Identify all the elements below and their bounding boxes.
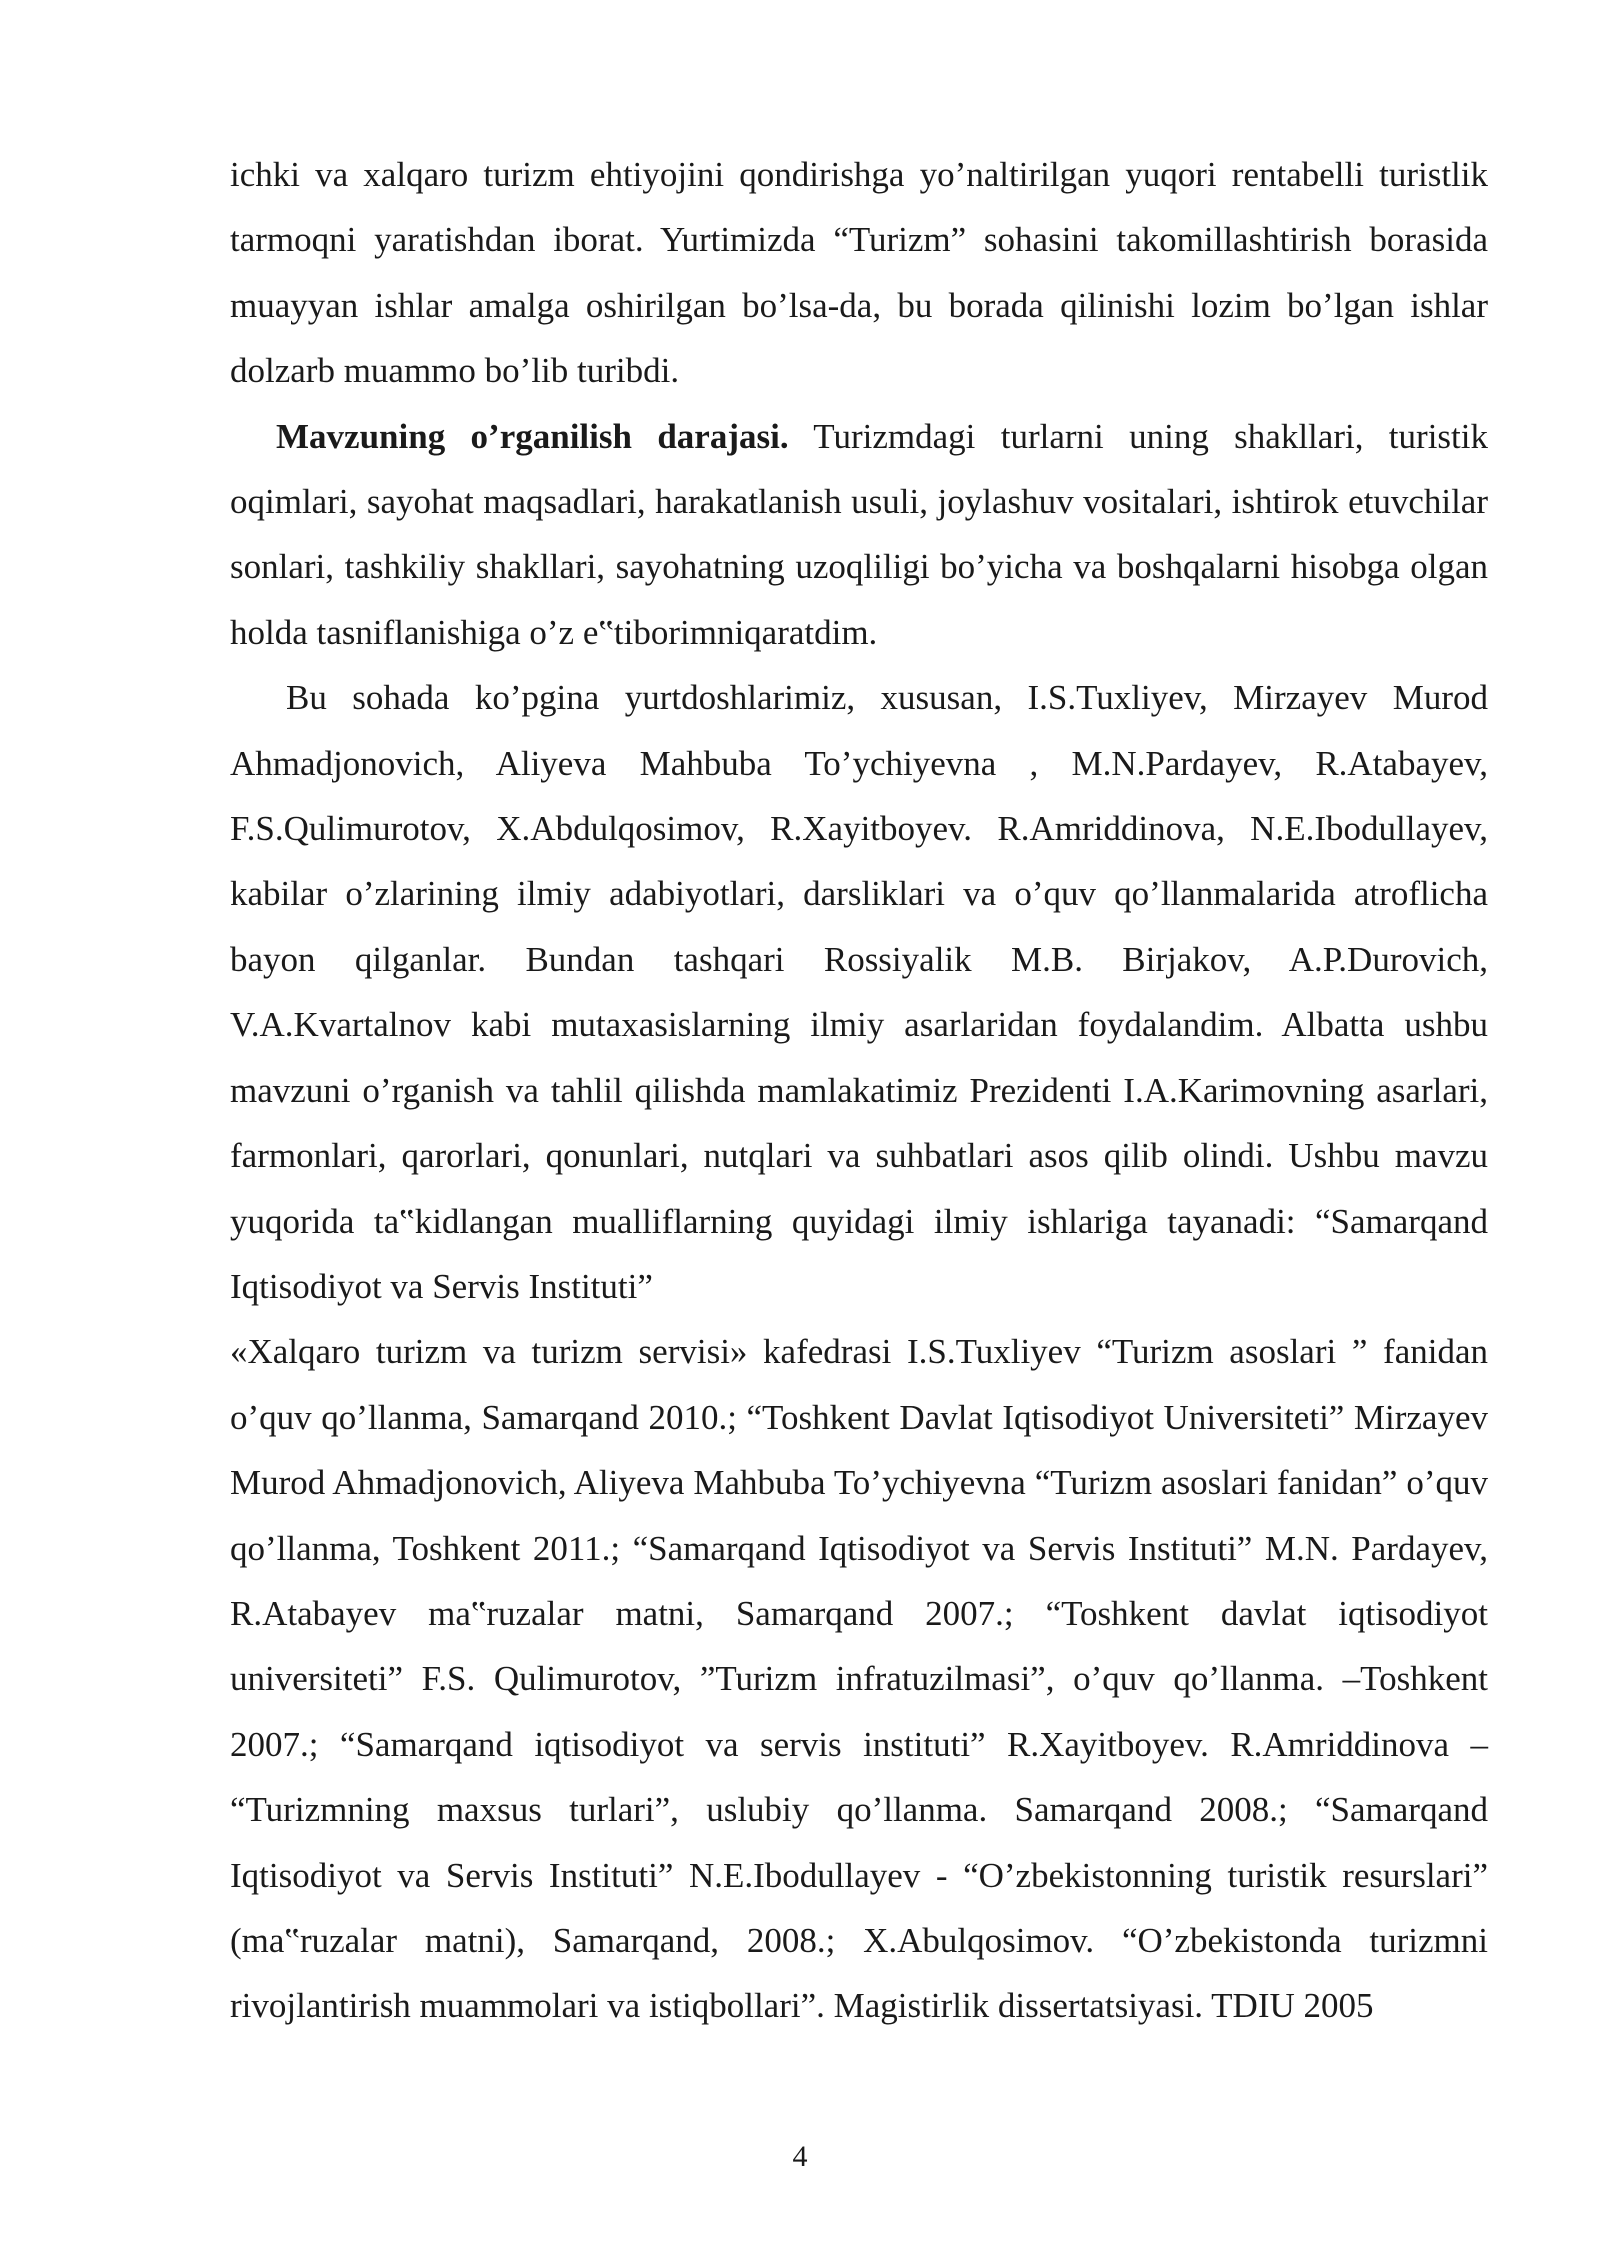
paragraph-intro	[230, 142, 1488, 404]
paragraph-text: Turizmdagi turlarni uning shakllari, turistik oqimlari, sayohat maqsadlari, harakatlanish usuli, joylashuv vositalari, ishtirok etuvchilar sonlari, tashkiliy shakllari, sayohatning uzoqliligi bo’yicha va boshqalarni hisobga olgan holda tasniflanishiga o’z e‟tiborimniqaratdim.	[230, 416, 1488, 652]
paragraph-text: «Xalqaro turizm va turizm servisi» kafedrasi I.S.Tuxliyev “Turizm asoslari ” fanidan o’quv qo’llanma, Samarqand 2010.; “Toshkent Davlat Iqtisodiyot Universiteti” Mirzayev Murod Ahmadjonovich, Aliyeva Mahbuba To’ychiyevna “Turizm asoslari fanidan” o’quv qo’llanma, Toshkent 2011.; “Samarqand Iqtisodiyot va Servis Instituti” M.N. Pardayev, R.Atabayev ma‟ruzalar matni, Samarqand 2007.; “Toshkent davlat iqtisodiyot universiteti” F.S. Qulimurotov, ”Turizm infratuzilmasi”, o’quv qo’llanma. –Toshkent 2007.; “Samarqand iqtisodiyot va servis instituti” R.Xayitboyev. R.Amriddinova – “Turizmning maxsus turlari”, uslubiy qo’llanma. Samarqand 2008.; “Samarqand Iqtisodiyot va Servis Instituti” N.E.Ibodullayev - “O’zbekistonning turistik resurslari” (ma‟ruzalar matni), Samarqand, 2008.; X.Abulqosimov. “O’zbekistonda turizmni rivojlantirish muammolari va istiqbollari”. Magistirlik dissertatsiyasi. TDIU 2005	[230, 1332, 1488, 2026]
paragraph-references	[230, 1319, 1488, 2038]
paragraph-authors	[230, 665, 1488, 1319]
document-body	[230, 142, 1488, 2039]
paragraph-study-level	[230, 404, 1488, 666]
paragraph-text: ichki va xalqaro turizm ehtiyojini qondirishga yo’naltirilgan yuqori rentabelli turistlik tarmoqni yaratishdan iborat. Yurtimizda “Turizm” sohasini takomillashtirish borasida muayyan ishlar amalga oshirilgan bo’lsa-da, bu borada qilinishi lozim bo’lgan ishlar dolzarb muammo bo’lib turibdi.	[230, 155, 1488, 391]
paragraph-text: Bu sohada ko’pgina yurtdoshlarimiz, xususan, I.S.Tuxliyev, Mirzayev Murod Ahmadjonovich, Aliyeva Mahbuba To’ychiyevna , M.N.Pardayev, R.Atabayev, F.S.Qulimurotov, X.Abdulqosimov, R.Xayitboyev. R.Amriddinova, N.E.Ibodullayev, kabilar o’zlarining ilmiy adabiyotlari, darsliklari va o’quv qo’llanmalarida atroflicha bayon qilganlar. Bundan tashqari Rossiyalik M.B. Birjakov, A.P.Durovich, V.A.Kvartalnov kabi mutaxasislarning ilmiy asarlaridan foydalandim. Albatta ushbu mavzuni o’rganish va tahlil qilishda mamlakatimiz Prezidenti I.A.Karimovning asarlari, farmonlari, qarorlari, qonunlari, nutqlari va suhbatlari asos qilib olindi. Ushbu mavzu yuqorida ta‟kidlangan mualliflarning quyidagi ilmiy ishlariga tayanadi: “Samarqand Iqtisodiyot va Servis Instituti”	[230, 678, 1488, 1306]
page-number: 4	[792, 2140, 808, 2173]
paragraph-heading: Mavzuning o’rganilish darajasi.	[276, 416, 789, 456]
